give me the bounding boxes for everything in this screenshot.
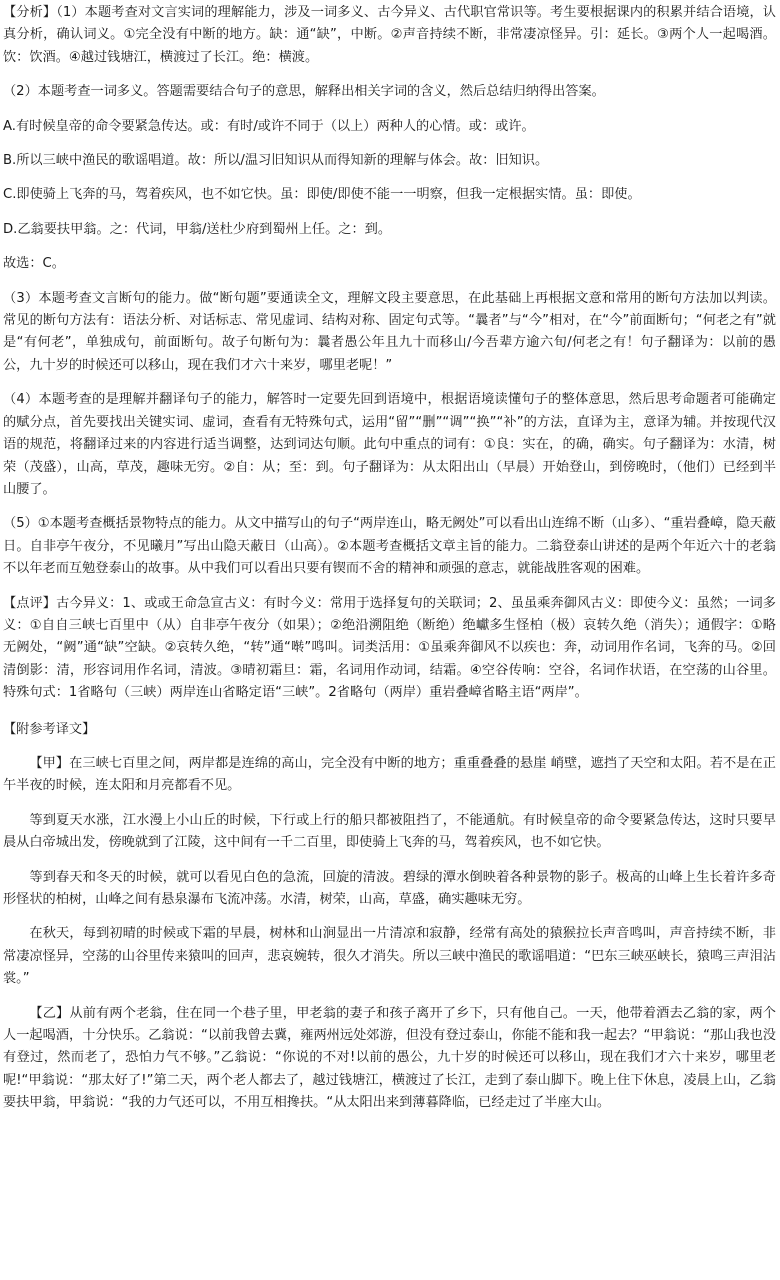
translation-jia-3: 等到春天和冬天的时候，就可以看见白色的急流，回旋的清波。碧绿的潭水倒映着各种景物的影子。极高的山峰上生长着许多奇形怪状的柏树，山峰之间有悬泉瀑布飞流冲荡。水清，树荣，山高，草盛，确实趣味无穷。 xyxy=(3,869,776,907)
translation-heading: 【附参考译文】 xyxy=(3,721,96,737)
translation-jia-1: 【甲】在三峡七百里之间，两岸都是连绵的高山，完全没有中断的地方；重重叠叠的悬崖 峭壁，遮挡了天空和太阳。若不是在正午半夜的时候，连太阳和月亮都看不见。 xyxy=(3,755,776,794)
analysis-part-1: 【分析】（1）本题考查对文言实词的理解能力，涉及一词多义、古今异义、古代职官常识等。考生要根据课内的积累并结合语境，认真分析，确认词义。①完全没有中断的地方。缺：通“缺”，中断。②声音持续不断，非常凄凉怪异。引：延长。③两个人一起喝酒。饮：饮酒。④越过钱塘江，横渡过了长江。绝：横渡。 xyxy=(3,5,776,65)
option-b: B.所以三峡中渔民的歌谣唱道。故：所以/温习旧知识从而得知新的理解与体会。故：旧知识。 xyxy=(3,153,549,169)
answer-line: 故选：C。 xyxy=(3,256,65,272)
analysis-part-5: （5）①本题考查概括景物特点的能力。从文中描写山的句子“两岸连山，略无阙处”可以看出山连绵不断（山多）、“重岩叠嶂，隐天蔽日。自非亭午夜分，不见曦月”写出山隐天蔽日（山高）。②本题考查概括文章主旨的能力。二翁登泰山讲述的是两个年近六十的老翁不以年老而互勉登泰山的故事。从中我们可以看出只要有锲而不舍的精神和顽强的意志，就能战胜客观的困难。 xyxy=(3,516,776,577)
translation-yi-1: 【乙】从前有两个老翁，住在同一个巷子里，甲老翁的妻子和孩子离开了乡下，只有他自己。一天，他带着酒去乙翁的家，两个人一起喝酒，十分快乐。乙翁说：“以前我曾去冀，雍两州远处郊游，但没有登过泰山，你能不能和我一起去？“甲翁说：“那山我也没有登过，然而老了，恐怕力气不够。”乙翁说：“你说的不对!以前的愚公，九十岁的时候还可以移山，现在我们才六十来岁，哪里老呢!“甲翁说：“那太好了!”第二天，两个老人都去了，越过钱塘江，横渡过了长江，走到了泰山脚下。晚上住下休息，凌晨上山，乙翁要扶甲翁，甲翁说：“我的力气还可以，不用互相搀扶。“从太阳出来到薄暮降临，已经走过了半座大山。 xyxy=(3,1005,776,1111)
translation-jia-2: 等到夏天水涨，江水漫上小山丘的时候，下行或上行的船只都被阻挡了，不能通航。有时候皇帝的命令要紧急传达，这时只要早晨从白帝城出发，傍晚就到了江陵，这中间有一千二百里，即使骑上飞奔的马，驾着疾风，也不如它快。 xyxy=(3,812,776,851)
analysis-part-4: （4）本题考查的是理解并翻译句子的能力，解答时一定要先回到语境中，根据语境读懂句子的整体意思，然后思考命题者可能确定的赋分点，首先要找出关键实词、虚词，查看有无特殊句式，运用“留”“删”“调”“换”“补”的方法，直译为主，意译为辅。并按现代汉语的规范，将翻译过来的内容进行适当调整，达到词达句顺。此句中重点的词有：①良：实在，的确，确实。句子翻译为：水清，树荣（茂盛），山高，草茂，趣味无穷。②自：从；至：到。句子翻译为：从太阳出山（早晨）开始登山，到傍晚时，（他们）已经到半山腰了。 xyxy=(3,392,776,497)
translation-jia-4: 在秋天，每到初晴的时候或下霜的早晨，树林和山涧显出一片清凉和寂静，经常有高处的猿猴拉长声音鸣叫，声音持续不断，非常凄凉怪异，空荡的山谷里传来猿叫的回声，悲哀婉转，很久才消失。所以三峡中渔民的歌谣唱道：“巴东三峡巫峡长，猿鸣三声泪沾裳。” xyxy=(3,926,776,987)
comment-section: 【点评】古今异义：1、或或王命急宣古义：有时今义：常用于选择复句的关联词；2、虽虽乘奔御风古义：即使今义：虽然；一词多义：①自自三峡七百里中（从）自非亭午夜分（如果）；②绝沿溯阻绝（断绝）绝巘多生怪柏（极）哀转久绝（消失）；通假字：①略无阙处，“阙”通“缺”空缺。②哀转久绝，“转”通“啭”鸣叫。词类活用：①虽乘奔御风不以疾也：奔，动词用作名词，飞奔的马。②回清倒影：清，形容词用作名词，清波。③晴初霜旦：霜，名词用作动词，结霜。④空谷传响：空谷，名词作状语，在空荡的山谷里。特殊句式：1省略句（三峡）两岸连山省略定语“三峡”。2省略句（两岸）重岩叠嶂省略主语“两岸”。 xyxy=(3,595,776,701)
analysis-part-3: （3）本题考查文言断句的能力。做“断句题”要通读全文，理解文段主要意思，在此基础上再根据文意和常用的断句方法加以判读。常见的断句方法有：语法分析、对话标志、常见虚词、结构对称、固定句式等。“曩者”与“今”相对，在“今”前面断句；“何老之有”就是“有何老”，单独成句，前面断句。故子句断句为：曩者愚公年且九十而移山/今吾辈方逾六旬/何老之有！句子翻译为：以前的愚公，九十岁的时候还可以移山，现在我们才六十来岁，哪里老呢！” xyxy=(3,290,776,373)
option-d: D.乙翁要扶甲翁。之：代词，甲翁/送杜少府到蜀州上任。之：到。 xyxy=(3,221,392,237)
analysis-part-2: （2）本题考查一词多义。答题需要结合句子的意思，解释出相关字词的含义，然后总结归纳得出答案。 xyxy=(3,84,605,100)
option-c: C.即使骑上飞奔的马，驾着疾风，也不如它快。虽：即使/即使不能一一明察，但我一定根据实情。虽：即使。 xyxy=(3,187,641,203)
option-a: A.有时候皇帝的命令要紧急传达。或：有时/或许不同于（以上）两种人的心情。或：或许。 xyxy=(3,118,535,134)
